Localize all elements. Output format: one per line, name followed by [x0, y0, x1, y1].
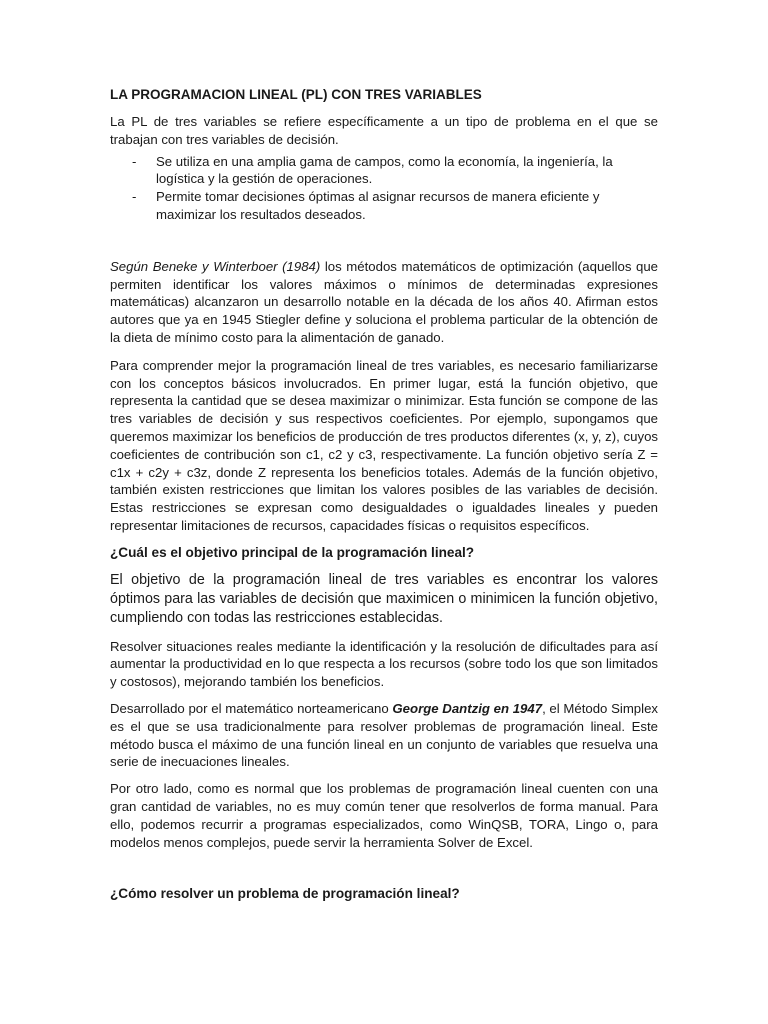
document-title: LA PROGRAMACION LINEAL (PL) CON TRES VARIABLES: [110, 87, 482, 102]
simplex-text-before: Desarrollado por el matemático norteamericano: [110, 701, 393, 717]
bullet-item: [110, 188, 658, 224]
history-text: los métodos matemáticos de optimización (aquellos que permiten identificar los valores máximos o mínimos de determinadas expresiones matemáticas) alcanzaron un desarrollo notable en la década de los años 40. Afirman estos autores que ya en 1945 Stiegler define y soluciona el problema particular de la obtención de la dieta de mínimo costo para la alimentación de ganado.: [110, 258, 659, 345]
simplex-paragraph: [110, 700, 658, 771]
objective-paragraph: El objetivo de la programación lineal de tres variables es encontrar los valores óptimos para las variables de decisión que maximicen o minimicen la función objetivo, cumpliendo con todas las restricciones establecidas.: [110, 571, 658, 627]
citation: Según Beneke y Winterboer (1984): [110, 258, 321, 274]
bullet-marker: -: [132, 189, 137, 205]
question-objective-heading: ¿Cuál es el objetivo principal de la programación lineal?: [110, 544, 475, 560]
tools-paragraph: Por otro lado, como es normal que los problemas de programación lineal cuenten con una gran cantidad de variables, no es muy común tener que resolverlos de forma manual. Para ello, podemos recurrir a programas especializados, como WinQSB, TORA, Lingo o, para modelos menos complejos, puede servir la herramienta Solver de Excel.: [110, 781, 658, 850]
intro-paragraph: La PL de tres variables se refiere específicamente a un tipo de problema en el que se trabajan con tres variables de decisión.: [110, 114, 658, 147]
solve-paragraph: Resolver situaciones reales mediante la identificación y la resolución de dificultades para así aumentar la productividad en lo que respecta a los recursos (sobre todo los que son limitados y costosos), mejorando también los beneficios.: [110, 638, 658, 690]
question-solve-heading: ¿Cómo resolver un problema de programación lineal?: [110, 886, 460, 902]
bullet-list: [110, 153, 658, 224]
dantzig-reference: George Dantzig en 1947: [392, 701, 543, 717]
concepts-paragraph: Para comprender mejor la programación lineal de tres variables, es necesario familiarizarse con los conceptos básicos involucrados. En primer lugar, está la función objetivo, que representa la cantidad que se desea maximizar o minimizar. Esta función se compone de las tres variables de decisión y sus respectivos coeficientes. Por ejemplo, supongamos que queremos maximizar los beneficios de producción de tres productos diferentes (x, y, z), cuyos coeficientes de contribución son c1, c2 y c3, respectivamente. La función objetivo sería Z = c1x + c2y + c3z, donde Z representa los beneficios totales. Además de la función objetivo, también existen restricciones que limitan los valores posibles de las variables de decisión. Estas restricciones se expresan como desigualdades o igualdades lineales y pueden representar limitaciones de recursos, capacidades físicas o requisitos específicos.: [110, 357, 658, 533]
document-page: [110, 86, 658, 903]
bullet-marker: -: [132, 153, 137, 169]
simplex-text-after: , el Método Simplex es el que se usa tradicionalmente para resolver problemas de programación lineal. Este método busca el máximo de una función lineal en un conjunto de variables que resuelva una serie de inecuaciones lineales.: [110, 701, 658, 770]
history-paragraph: [110, 258, 658, 347]
bullet-item: [110, 153, 658, 189]
bullet-text: Se utiliza en una amplia gama de campos, como la economía, la ingeniería, la logística y la gestión de operaciones.: [156, 153, 613, 187]
bullet-text: Permite tomar decisiones óptimas al asignar recursos de manera eficiente y maximizar los resultados deseados.: [156, 189, 600, 222]
